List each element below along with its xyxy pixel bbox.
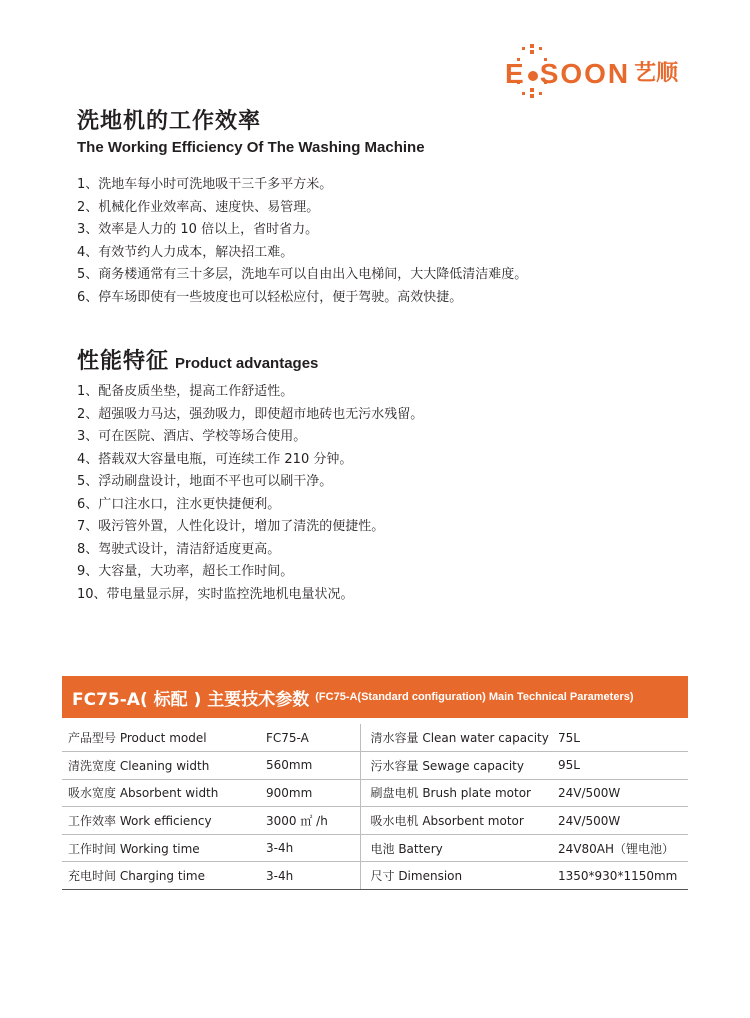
specs-title-en: (FC75-A(Standard configuration) Main Technical Parameters): [315, 691, 634, 703]
spec-label: 产品型号 Product model: [62, 724, 260, 752]
spec-value: 75L: [552, 724, 688, 752]
spec-value: 24V/500W: [552, 807, 688, 835]
specs-table: [62, 724, 688, 890]
efficiency-title-en: The Working Efficiency Of The Washing Machine: [77, 139, 425, 156]
table-row: [62, 752, 688, 780]
brand-name-latin: SOON: [539, 58, 631, 89]
spec-label: 吸水电机 Absorbent motor: [360, 807, 552, 835]
list-item: 1、配备皮质坐垫，提高工作舒适性。: [77, 384, 294, 399]
spec-value: FC75-A: [260, 724, 360, 752]
spec-value: 24V80AH（锂电池）: [552, 834, 688, 862]
brand-name-chinese: 艺顺: [634, 61, 679, 86]
spec-label: 清水容量 Clean water capacity: [360, 724, 552, 752]
spec-label: 吸水宽度 Absorbent width: [62, 779, 260, 807]
brand-logo: [505, 44, 705, 98]
list-item: 2、超强吸力马达，强劲吸力，即使超市地砖也无污水残留。: [77, 406, 424, 422]
table-row: [62, 834, 688, 862]
specs-title-cn: FC75-A( 标配 ) 主要技术参数: [72, 689, 310, 710]
table-row: [62, 779, 688, 807]
list-item: 4、搭载双大容量电瓶，可连续工作 210 分钟。: [77, 451, 353, 467]
spec-label: 工作效率 Work efficiency: [62, 807, 260, 835]
spec-label: 污水容量 Sewage capacity: [360, 752, 552, 780]
list-item: 5、商务楼通常有三十多层，洗地车可以自由出入电梯间，大大降低清洁难度。: [77, 267, 528, 282]
list-item: 3、效率是人力的 10 倍以上，省时省力。: [77, 222, 319, 237]
list-item: 1、洗地车每小时可洗地吸干三千多平方米。: [77, 177, 333, 192]
spec-value: 3-4h: [260, 862, 360, 890]
list-item: 4、有效节约人力成本，解决招工难。: [77, 244, 294, 260]
list-item: 6、广口注水口，注水更快捷便利。: [77, 496, 281, 512]
list-item: 5、浮动刷盘设计，地面不平也可以刷干净。: [77, 474, 333, 489]
list-item: 8、驾驶式设计，清洁舒适度更高。: [77, 541, 281, 557]
list-item: 3、可在医院、酒店、学校等场合使用。: [77, 429, 307, 444]
spec-label: 清洗宽度 Cleaning width: [62, 752, 260, 780]
list-item: 2、机械化作业效率高、速度快、易管理。: [77, 199, 320, 215]
list-item: 10、带电量显示屏，实时监控洗地机电量状况。: [77, 586, 354, 602]
advantages-list: [77, 381, 423, 606]
efficiency-title-cn: 洗地机的工作效率: [77, 109, 262, 134]
list-item: 9、大容量，大功率，超长工作时间。: [77, 564, 294, 579]
spec-label: 刷盘电机 Brush plate motor: [360, 779, 552, 807]
spec-value: 900mm: [260, 779, 360, 807]
table-row: [62, 862, 688, 890]
spec-value: 3-4h: [260, 834, 360, 862]
efficiency-list: [77, 174, 527, 309]
list-item: 6、停车场即使有一些坡度也可以轻松应付，便于驾驶。高效快捷。: [77, 289, 463, 305]
spec-label: 电池 Battery: [360, 834, 552, 862]
brand-dot-icon: [528, 71, 538, 81]
list-item: 7、吸污管外置，人性化设计，增加了清洗的便捷性。: [77, 519, 385, 534]
spec-value: 560mm: [260, 752, 360, 780]
spec-value: 95L: [552, 752, 688, 780]
spec-label: 工作时间 Working time: [62, 834, 260, 862]
advantages-title-cn: 性能特征: [77, 349, 170, 374]
spec-label: 充电时间 Charging time: [62, 862, 260, 890]
advantages-title: [77, 344, 318, 375]
advantages-title-en: Product advantages: [175, 355, 319, 372]
table-row: [62, 724, 688, 752]
spec-value: 24V/500W: [552, 779, 688, 807]
brand-letter-e: E: [505, 58, 526, 89]
table-row: [62, 807, 688, 835]
specs-banner: [62, 676, 688, 718]
spec-value: 3000 ㎡ /h: [260, 807, 360, 835]
spec-label: 尺寸 Dimension: [360, 862, 552, 890]
spec-value: 1350*930*1150mm: [552, 862, 688, 890]
